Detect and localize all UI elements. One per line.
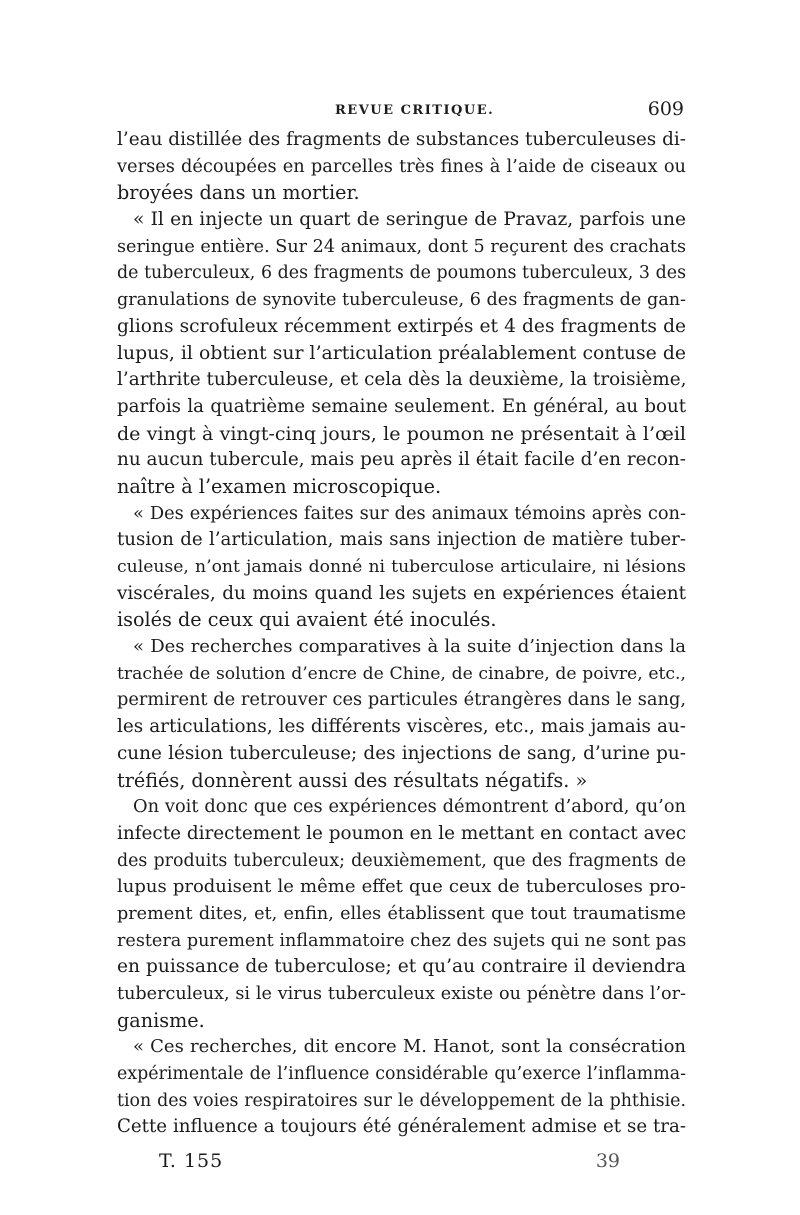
text-line: tusion de l’articulation, mais sans injection de matière tuber- xyxy=(117,529,686,551)
text-line: les articulations, les différents viscères, etc., mais jamais au- xyxy=(117,716,686,738)
text-line: lupus produisent le même effet que ceux de tuberculoses pro- xyxy=(117,876,686,898)
page-footer xyxy=(117,1150,690,1176)
text-line: verses découpées en parcelles très fines à l’aide de ciseaux ou xyxy=(117,155,686,177)
text-line: granulations de synovite tuberculeuse, 6 des fragments de gan- xyxy=(117,290,686,311)
text-line: tuberculeux, si le virus tuberculeux existe ou pénètre dans l’or- xyxy=(117,984,686,1004)
text-line: isolés de ceux qui avaient été inoculés. xyxy=(117,608,497,632)
text-line: « Des expériences faites sur des animaux témoins après con- xyxy=(133,502,686,524)
text-line: trachée de solution d’encre de Chine, de cinabre, de poivre, etc., xyxy=(117,663,686,684)
sheet-number: 39 xyxy=(595,1150,620,1172)
text-line: tion des voies respiratoires sur le développement de la phthisie. xyxy=(117,1090,686,1111)
text-line: naître à l’examen microscopique. xyxy=(117,474,442,498)
text-line: ganisme. xyxy=(117,1008,205,1032)
text-line: « Il en injecte un quart de seringue de Pravaz, parfois une xyxy=(133,209,686,231)
text-line: broyées dans un mortier. xyxy=(117,181,360,205)
text-line: cune lésion tuberculeuse; des injections de sang, d’urine pu- xyxy=(117,742,686,764)
text-line: restera purement inflammatoire chez des sujets qui ne sont pas xyxy=(117,930,687,951)
running-title: REVUE CRITIQUE. xyxy=(335,103,495,118)
text-line: de tuberculeux, 6 des fragments de poumons tuberculeux, 3 des xyxy=(117,263,686,284)
text-line: l’arthrite tuberculeuse, et cela dès la deuxième, la troisième, xyxy=(117,369,687,391)
text-line: « Des recherches comparatives à la suite d’injection dans la xyxy=(133,636,686,658)
text-line: Cette influence a toujours été généralement admise et se tra- xyxy=(117,1116,686,1138)
text-line: de vingt à vingt-cinq jours, le poumon ne présentait à l’œil xyxy=(117,422,686,445)
text-line: parfois la quatrième semaine seulement. En général, au bout xyxy=(117,395,686,417)
text-line: l’eau distillée des fragments de substances tuberculeuses di- xyxy=(117,129,686,150)
text-line: en puissance de tuberculose; et qu’au contraire il deviendra xyxy=(117,956,686,978)
text-line: infecte directement le poumon en le mettant en contact avec xyxy=(117,822,687,844)
text-line: des produits tuberculeux; deuxièmement, que des fragments de xyxy=(117,850,686,871)
text-line: glions scrofuleux récemment extirpés et 4 des fragments de xyxy=(117,315,686,337)
text-line: « Ces recherches, dit encore M. Hanot, sont la consécration xyxy=(133,1036,686,1058)
text-line: On voit donc que ces expériences démontrent d’abord, qu’on xyxy=(133,796,686,818)
signature-mark: T. 155 xyxy=(159,1150,224,1172)
text-line: seringue entière. Sur 24 animaux, dont 5 reçurent des crachats xyxy=(117,236,686,257)
text-line: expérimentale de l’influence considérable qu’exerce l’inflamma- xyxy=(117,1064,686,1085)
text-line: prement dites, et, enfin, elles établissent que tout traumatisme xyxy=(117,903,686,924)
text-line: viscérales, du moins quand les sujets en expériences étaient xyxy=(117,582,686,604)
text-line: culeuse, n’ont jamais donné ni tuberculose articulaire, ni lésions xyxy=(117,557,686,577)
text-line: lupus, il obtient sur l’articulation préalablement contuse de xyxy=(117,342,686,364)
text-line: nu aucun tubercule, mais peu après il était facile d’en recon- xyxy=(117,449,686,471)
text-line: tréfiés, donnèrent aussi des résultats négatifs. » xyxy=(117,768,588,792)
page-header xyxy=(117,98,690,122)
page-number: 609 xyxy=(647,98,684,120)
text-line: permirent de retrouver ces particules étrangères dans le sang, xyxy=(117,689,686,711)
body-text xyxy=(117,127,686,1141)
